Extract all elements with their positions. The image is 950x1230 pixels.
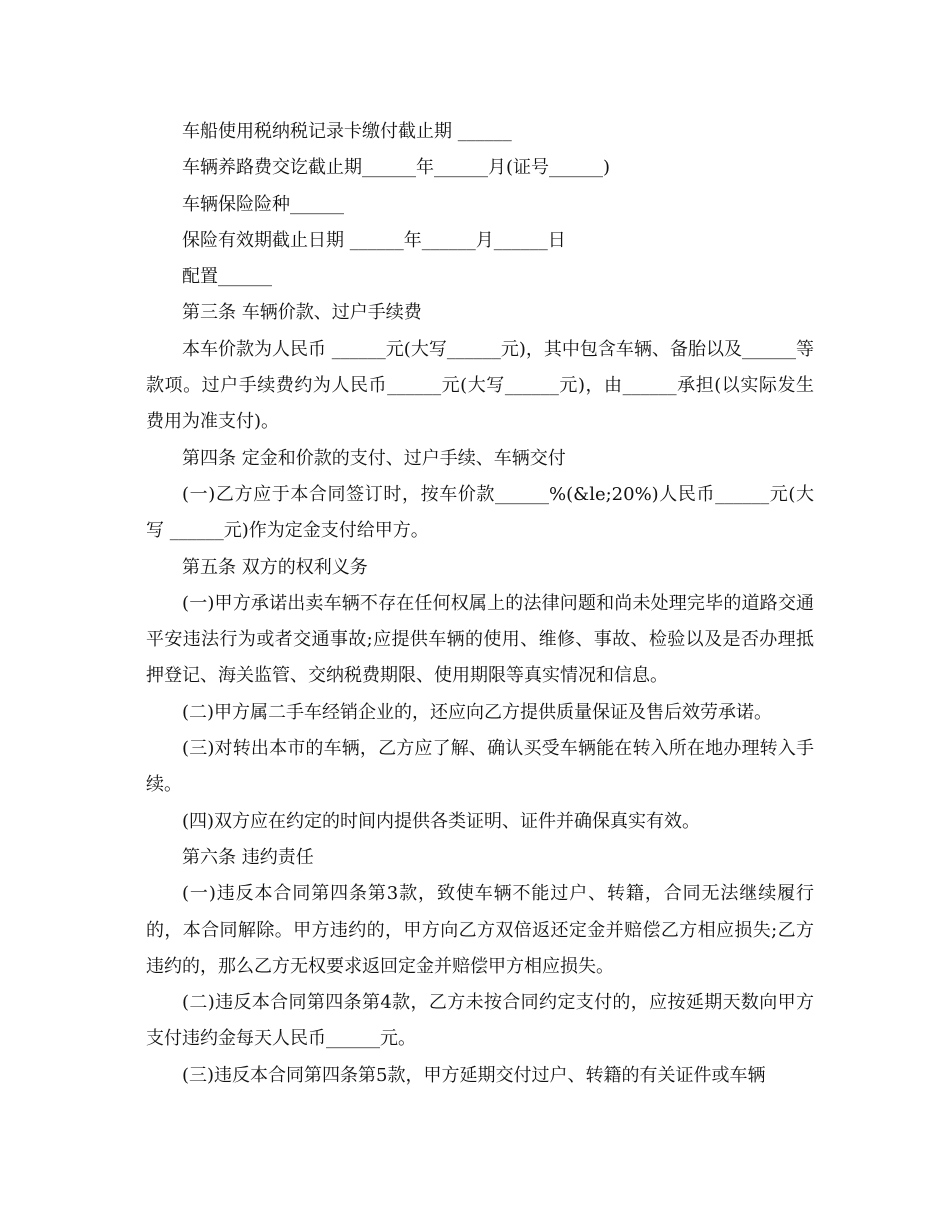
heading-article-6: 第六条 违约责任 [182, 846, 314, 868]
paragraph-deposit: (一)乙方应于本合同签订时，按车价款______%(&le;20%)人民币______元(大写 ______元)作为定金支付给甲方。 [146, 483, 814, 542]
heading-article-3: 第三条 车辆价款、过户手续费 [182, 302, 422, 324]
document-body [146, 114, 814, 1094]
paragraph-price-fees: 本车价款为人民币 ______元(大写______元)，其中包含车辆、备胎以及______等款项。过户手续费约为人民币______元(大写______元)，由______承担(以实际发生费用为准支付)。 [146, 338, 814, 433]
paragraph-breach-3: (三)违反本合同第四条第5款，甲方延期交付过户、转籍的有关证件或车辆 [182, 1064, 766, 1086]
heading-article-5: 第五条 双方的权利义务 [182, 556, 368, 578]
paragraph-seller-promise: (一)甲方承诺出卖车辆不存在任何权属上的法律问题和尚未处理完毕的道路交通平安违法行为或者交通事故;应提供车辆的使用、维修、事故、检验以及是否办理抵押登记、海关监管、交纳税费期限、使用期限等真实情况和信息。 [146, 592, 814, 687]
paragraph-tax-record: 车船使用税纳税记录卡缴付截止期 ______ [182, 121, 512, 142]
paragraph-road-fee: 车辆养路费交讫截止期______年______月(证号______) [182, 157, 611, 179]
heading-article-4: 第四条 定金和价款的支付、过户手续、车辆交付 [182, 447, 566, 469]
paragraph-breach-1: (一)违反本合同第四条第3款，致使车辆不能过户、转籍，合同无法继续履行的，本合同解除。甲方违约的，甲方向乙方双倍返还定金并赔偿乙方相应损失;乙方违约的，那么乙方无权要求返回定金并赔偿甲方相应损失。 [146, 883, 814, 977]
paragraph-insurance-type: 车辆保险险种______ [182, 193, 344, 215]
paragraph-dealer-warranty: (二)甲方属二手车经销企业的，还应向乙方提供质量保证及售后效劳承诺。 [182, 701, 773, 723]
paragraph-transfer-out: (三)对转出本市的车辆，乙方应了解、确认买受车辆能在转入所在地办理转入手续。 [146, 738, 814, 796]
paragraph-breach-2: (二)违反本合同第四条第4款，乙方未按合同约定支付的，应按延期天数向甲方支付违约金每天人民币______元。 [146, 992, 814, 1050]
paragraph-configuration: 配置______ [182, 266, 272, 288]
paragraph-insurance-expiry: 保险有效期截止日期 ______年______月______日 [182, 229, 566, 251]
paragraph-documents: (四)双方应在约定的时间内提供各类证明、证件并确保真实有效。 [182, 810, 701, 832]
